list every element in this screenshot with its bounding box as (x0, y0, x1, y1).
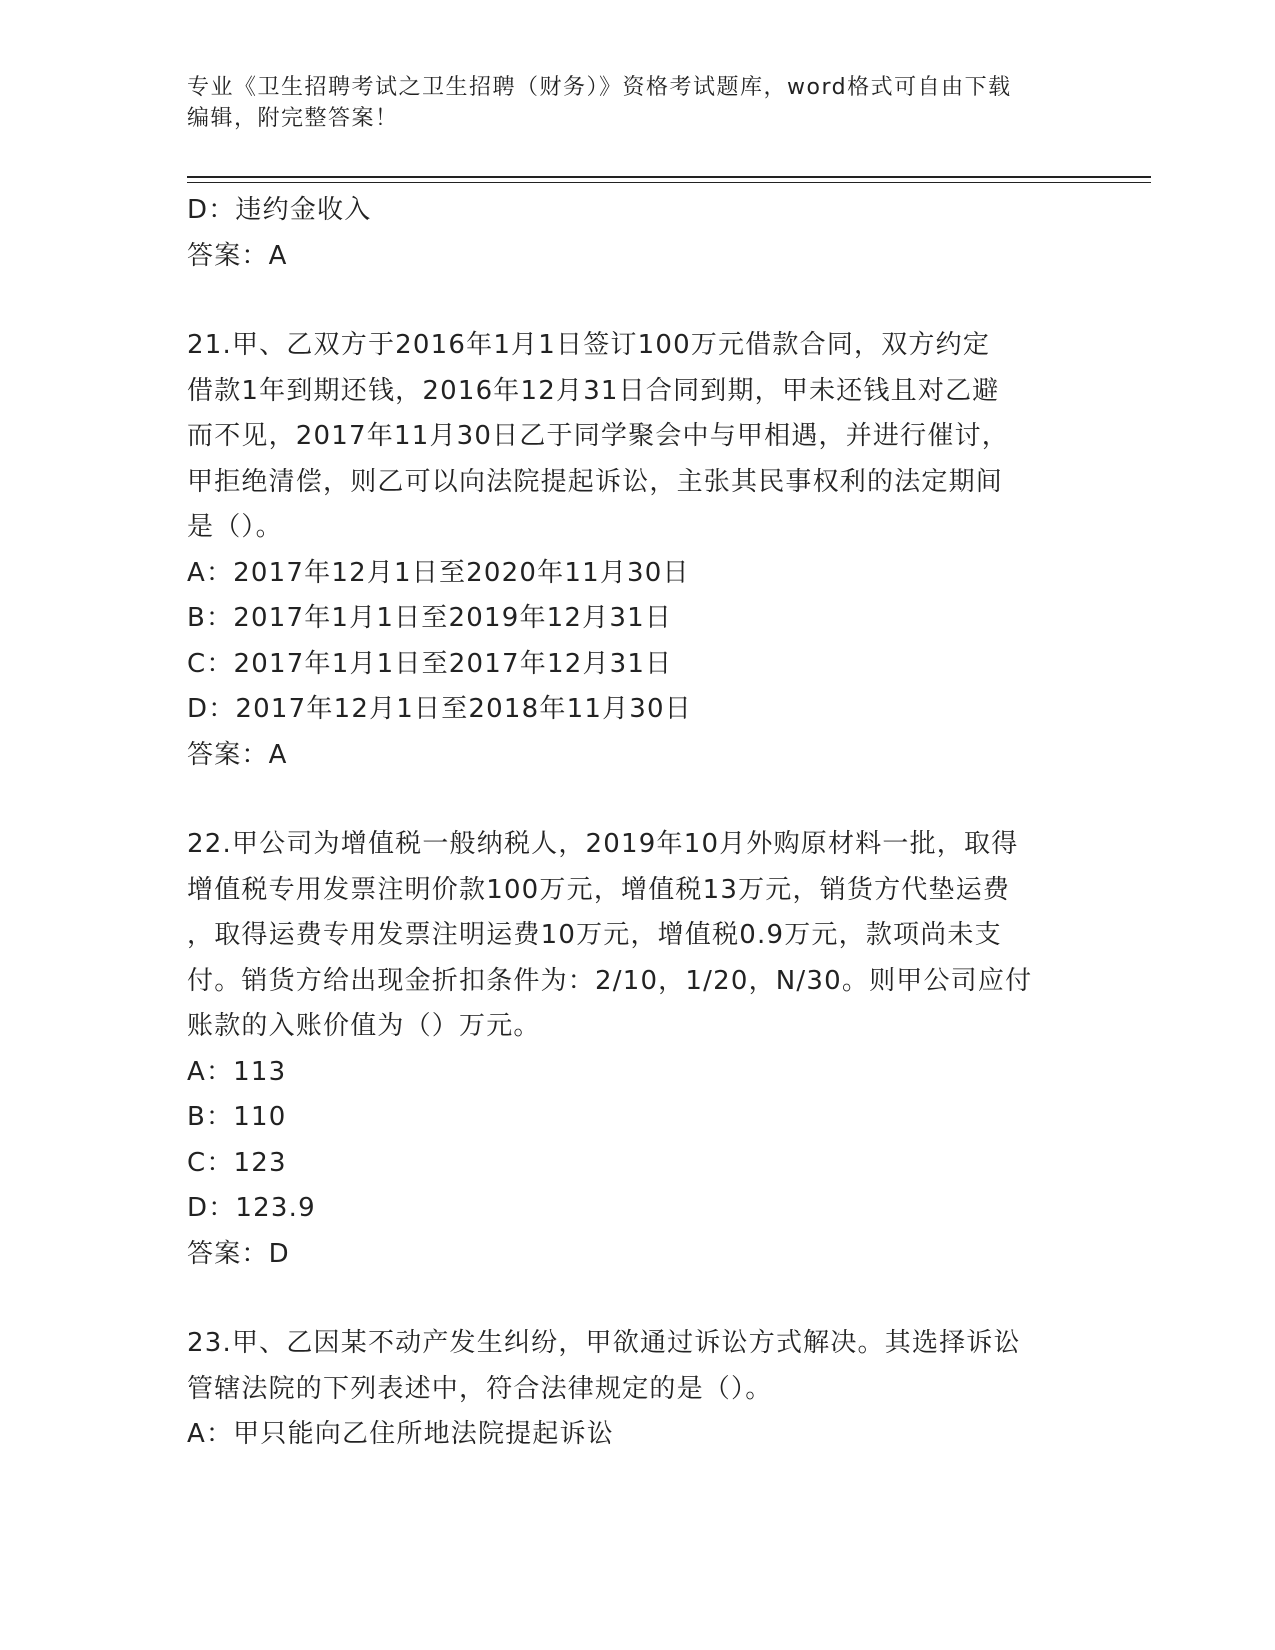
spacer (187, 778, 1077, 822)
option-a: A：113 (187, 1056, 287, 1087)
option-a: A：2017年12月1日至2020年11月30日 (187, 557, 690, 588)
document-header (187, 72, 1067, 134)
question-text-line: 21.甲、乙双方于2016年1月1日签订100万元借款合同，双方约定 (187, 330, 991, 360)
option-c: C：2017年1月1日至2017年12月31日 (187, 648, 673, 679)
header-line-2: 编辑，附完整答案！ (187, 106, 399, 131)
question-22 (187, 822, 1077, 1277)
header-line-1: 专业《卫生招聘考试之卫生招聘（财务）》资格考试题库，word格式可自由下载 (187, 75, 1012, 100)
question-text-line: 管辖法院的下列表述中，符合法律规定的是（）。 (187, 1373, 773, 1404)
question-text-line: 是（）。 (187, 512, 283, 542)
spacer (187, 1277, 1077, 1321)
option-d: D：2017年12月1日至2018年11月30日 (187, 694, 692, 724)
question-text-line: 借款1年到期还钱，2016年12月31日合同到期，甲未还钱且对乙避 (187, 375, 1000, 406)
question-21 (187, 323, 1077, 778)
question-text-line: 23.甲、乙因某不动产发生纠纷，甲欲通过诉讼方式解决。其选择诉讼 (187, 1328, 1021, 1358)
question-text-line: 增值税专用发票注明价款100万元，增值税13万元，销货方代垫运费 (187, 874, 1011, 905)
question-text-line: ，取得运费专用发票注明运费10万元，增值税0.9万元，款项尚未支 (187, 920, 1002, 950)
question-text-line: 22.甲公司为增值税一般纳税人，2019年10月外购原材料一批，取得 (187, 829, 1019, 859)
answer-line: 答案：A (187, 739, 288, 770)
question-23 (187, 1321, 1077, 1458)
question-text-line: 付。销货方给出现金折扣条件为：2/10，1/20，N/30。则甲公司应付 (187, 965, 1033, 996)
option-c: C：123 (187, 1147, 287, 1178)
answer-line: 答案：D (187, 1238, 290, 1269)
option-a: A：甲只能向乙住所地法院提起诉讼 (187, 1419, 614, 1449)
spacer (187, 279, 1077, 323)
option-d: D：123.9 (187, 1193, 316, 1223)
option-d: D：违约金收入 (187, 195, 372, 225)
document-body (187, 188, 1077, 1458)
question-text-line: 甲拒绝清偿，则乙可以向法院提起诉讼，主张其民事权利的法定期间 (187, 466, 1004, 497)
header-divider-thick (187, 176, 1151, 178)
option-b: B：110 (187, 1102, 287, 1132)
question-text-line: 账款的入账价值为（）万元。 (187, 1011, 541, 1041)
header-divider-thin (187, 182, 1151, 183)
question-text-line: 而不见，2017年11月30日乙于同学聚会中与甲相遇，并进行催讨， (187, 421, 1009, 451)
option-b: B：2017年1月1日至2019年12月31日 (187, 603, 673, 633)
answer-line: 答案：A (187, 240, 288, 271)
